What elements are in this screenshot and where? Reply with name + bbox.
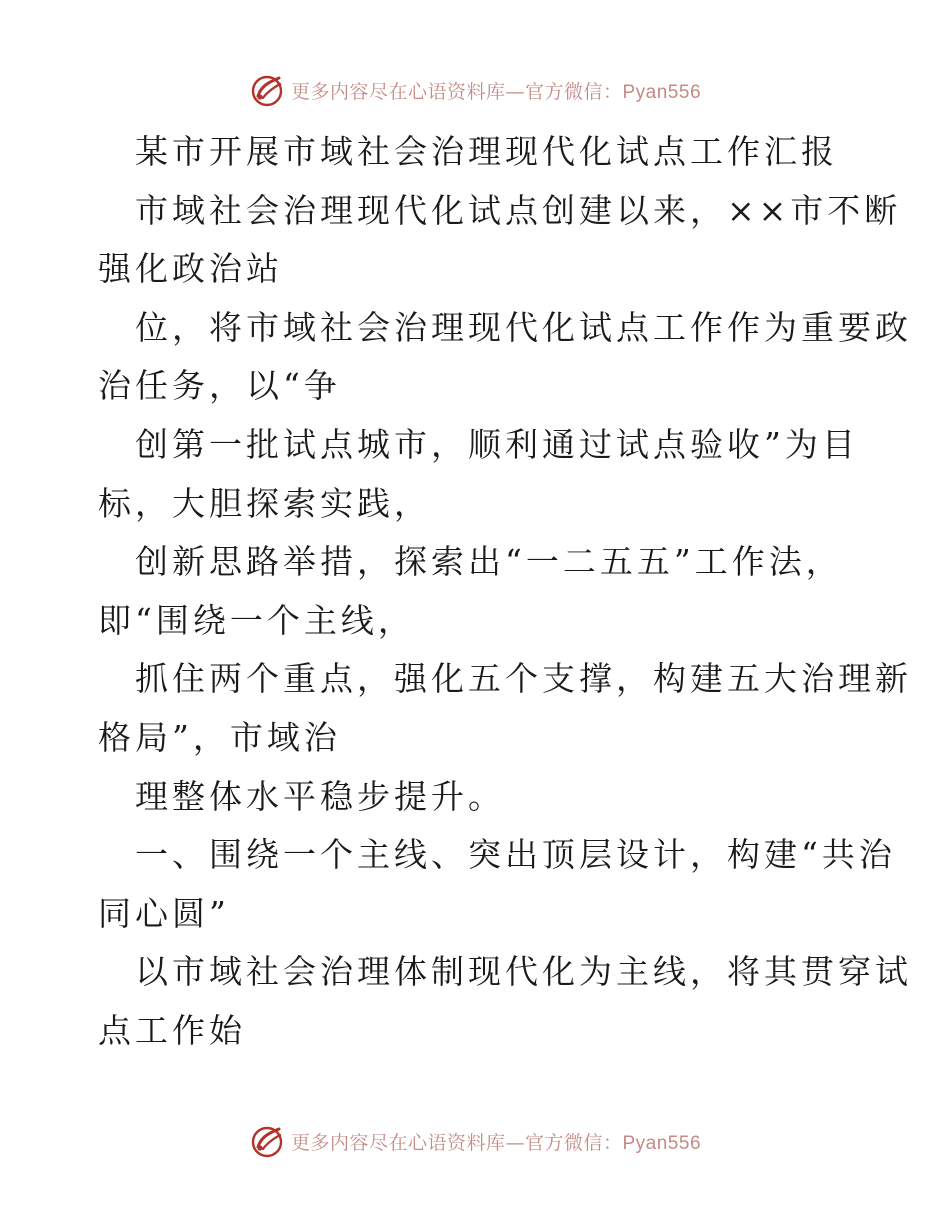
footer-wechat-id: Pyan556 — [622, 1132, 702, 1154]
paragraph-line: 理整体水平稳步提升。 — [135, 776, 505, 816]
paragraph-line: 抓住两个重点，强化五个支撑，构建五大治理新 — [135, 659, 912, 699]
paragraph-line: 位，将市域社会治理现代化试点工作作为重要政 — [135, 307, 912, 347]
paragraph-line: 治任务，以“争 — [98, 366, 341, 406]
section-heading-line: 同心圆” — [98, 893, 230, 933]
paragraph-line: 格局”，市域治 — [98, 717, 341, 757]
library-logo-icon — [249, 1123, 285, 1159]
footer-separator: — — [505, 1131, 525, 1154]
header-wechat-label: 官方微信： — [524, 80, 623, 103]
header-banner-text — [291, 77, 701, 104]
header-banner — [0, 70, 950, 110]
header-site-text: 更多内容尽在心语资料库 — [290, 80, 506, 103]
paragraph-line: 市域社会治理现代化试点创建以来，××市不断 — [135, 190, 902, 230]
paragraph-line: 点工作始 — [98, 1010, 246, 1050]
document-body — [98, 123, 912, 1061]
document-title: 某市开展市域社会治理现代化试点工作汇报 — [135, 132, 838, 171]
paragraph-line: 创第一批试点城市，顺利通过试点验收”为目 — [135, 424, 859, 464]
paragraph-line: 创新思路举措，探索出“一二五五”工作法， — [135, 542, 843, 582]
paragraph-line: 标，大胆探索实践， — [98, 483, 431, 523]
footer-banner — [0, 1121, 950, 1161]
paragraph-line: 即“围绕一个主线， — [98, 600, 415, 640]
paragraph-line: 以市域社会治理体制现代化为主线，将其贯穿试 — [135, 952, 912, 992]
header-separator: — — [505, 80, 525, 103]
paragraph-line: 强化政治站 — [98, 249, 283, 289]
footer-banner-text — [291, 1128, 701, 1155]
library-logo-icon — [249, 72, 285, 108]
footer-wechat-label: 官方微信： — [524, 1131, 623, 1154]
header-wechat-id: Pyan556 — [622, 81, 702, 103]
footer-site-text: 更多内容尽在心语资料库 — [290, 1131, 506, 1154]
section-heading-line: 一、围绕一个主线、突出顶层设计，构建“共治 — [135, 835, 896, 875]
